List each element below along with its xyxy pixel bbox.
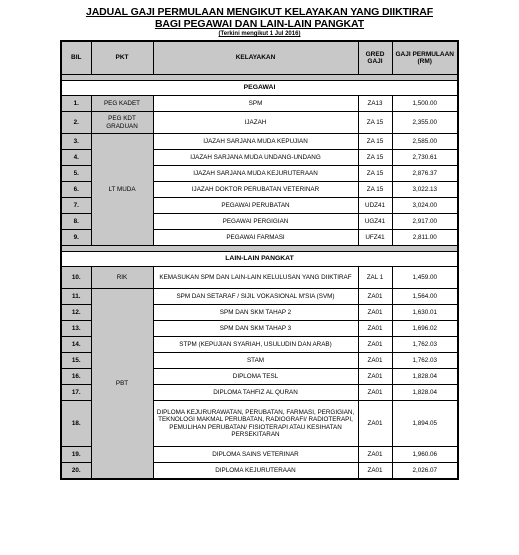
row-kelayakan: STPM (KEPUJIAN SYARIAH, USULUDIN DAN ARAB) (153, 337, 358, 353)
row-bil: 16. (61, 369, 91, 385)
row-gaji: 1,828.04 (392, 385, 458, 401)
row-gaji: 1,762.03 (392, 353, 458, 369)
row-bil: 15. (61, 353, 91, 369)
section-title-lain-lain: LAIN-LAIN PANGKAT (61, 252, 458, 267)
row-gaji: 2,917.00 (392, 214, 458, 230)
row-gaji: 1,459.00 (392, 267, 458, 289)
document-header (0, 6, 519, 38)
row-kelayakan: IJAZAH SARJANA MUDA UNDANG-UNDANG (153, 150, 358, 166)
row-gaji: 1,894.05 (392, 401, 458, 447)
row-kelayakan: PEGAWAI PERUBATAN (153, 198, 358, 214)
row-kelayakan: DIPLOMA KEJURUTERAAN (153, 463, 358, 480)
pkt-cell: LT MUDA (91, 134, 153, 246)
row-kelayakan: SPM DAN SKM TAHAP 2 (153, 305, 358, 321)
row-gred: ZA01 (358, 337, 392, 353)
title-line-1: JADUAL GAJI PERMULAAN MENGIKUT KELAYAKAN YANG DIIKTIRAF (85, 6, 434, 18)
section-title-pegawai: PEGAWAI (61, 81, 458, 96)
pkt-cell: PBT (91, 289, 153, 480)
row-gred: ZA01 (358, 447, 392, 463)
row-kelayakan: DIPLOMA TESL (153, 369, 358, 385)
row-bil: 17. (61, 385, 91, 401)
row-bil: 12. (61, 305, 91, 321)
row-gred: ZA01 (358, 401, 392, 447)
row-bil: 5. (61, 166, 91, 182)
row-bil: 2. (61, 112, 91, 134)
header-kelayakan: KELAYAKAN (153, 41, 358, 75)
row-gred: ZA01 (358, 289, 392, 305)
row-kelayakan: DIPLOMA SAINS VETERINAR (153, 447, 358, 463)
row-kelayakan: KEMASUKAN SPM DAN LAIN-LAIN KELULUSAN YANG DIIKTIRAF (153, 267, 358, 289)
row-gaji: 1,960.06 (392, 447, 458, 463)
table-row (61, 134, 458, 150)
row-gaji: 1,696.02 (392, 321, 458, 337)
row-gred: ZA01 (358, 353, 392, 369)
row-kelayakan: DIPLOMA KEJURURAWATAN, PERUBATAN, FARMASI, PERGIGIAN, TEKNOLOGI MAKMAL PERUBATAN, RADIOGRAFI/ RADIOTERAPI, PEMULIHAN PERUBATAN/ FISIOTERAPI ATAU KESIHATAN PERSEKITARAN (153, 401, 358, 447)
section-row-pegawai (61, 81, 458, 96)
row-gred: ZA01 (358, 369, 392, 385)
row-gred: ZA01 (358, 463, 392, 480)
header-gred: GRED GAJI (358, 41, 392, 75)
row-bil: 3. (61, 134, 91, 150)
row-gred: ZAL 1 (358, 267, 392, 289)
salary-table (60, 40, 459, 480)
title-date-note: (Terkini mengikut 1 Jul 2016) (218, 31, 301, 37)
row-kelayakan: IJAZAH DOKTOR PERUBATAN VETERINAR (153, 182, 358, 198)
row-gaji: 2,585.00 (392, 134, 458, 150)
row-bil: 11. (61, 289, 91, 305)
row-bil: 7. (61, 198, 91, 214)
row-gaji: 2,876.37 (392, 166, 458, 182)
table-row (61, 289, 458, 305)
row-bil: 1. (61, 96, 91, 112)
row-gaji: 1,500.00 (392, 96, 458, 112)
row-gaji: 2,355.00 (392, 112, 458, 134)
row-gaji: 1,564.00 (392, 289, 458, 305)
row-gaji: 3,024.00 (392, 198, 458, 214)
row-gred: ZA01 (358, 305, 392, 321)
pkt-cell: PEG KADET (91, 96, 153, 112)
row-bil: 6. (61, 182, 91, 198)
header-pkt: PKT (91, 41, 153, 75)
header-row (61, 41, 458, 75)
row-kelayakan: IJAZAH SARJANA MUDA KEPUJIAN (153, 134, 358, 150)
row-bil: 8. (61, 214, 91, 230)
row-gaji: 1,828.04 (392, 369, 458, 385)
row-gred: ZA 15 (358, 182, 392, 198)
row-kelayakan: SPM (153, 96, 358, 112)
row-gred: UGZ41 (358, 214, 392, 230)
table-row (61, 112, 458, 134)
row-gred: UFZ41 (358, 230, 392, 246)
row-gred: ZA 15 (358, 134, 392, 150)
row-bil: 10. (61, 267, 91, 289)
row-gred: ZA13 (358, 96, 392, 112)
row-gred: ZA01 (358, 385, 392, 401)
pkt-cell: PEG KDT GRADUAN (91, 112, 153, 134)
row-bil: 4. (61, 150, 91, 166)
section-row-lain-lain (61, 252, 458, 267)
header-gaji: GAJI PERMULAAN (RM) (392, 41, 458, 75)
row-bil: 18. (61, 401, 91, 447)
row-kelayakan: STAM (153, 353, 358, 369)
row-bil: 9. (61, 230, 91, 246)
row-kelayakan: PEGAWAI PERGIGIAN (153, 214, 358, 230)
row-kelayakan: SPM DAN SKM TAHAP 3 (153, 321, 358, 337)
title-line-2: BAGI PEGAWAI DAN LAIN-LAIN PANGKAT (154, 18, 365, 30)
row-gaji: 2,026.07 (392, 463, 458, 480)
row-gaji: 1,762.03 (392, 337, 458, 353)
row-gaji: 1,630.01 (392, 305, 458, 321)
row-kelayakan: IJAZAH SARJANA MUDA KEJURUTERAAN (153, 166, 358, 182)
pkt-cell: RIK (91, 267, 153, 289)
row-kelayakan: SPM DAN SETARAF / SIJIL VOKASIONAL M'SIA (SVM) (153, 289, 358, 305)
row-gaji: 2,811.00 (392, 230, 458, 246)
table-row (61, 96, 458, 112)
row-gred: ZA01 (358, 321, 392, 337)
row-bil: 14. (61, 337, 91, 353)
row-kelayakan: DIPLOMA TAHFIZ AL QURAN (153, 385, 358, 401)
row-gred: ZA 15 (358, 150, 392, 166)
header-bil: BIL (61, 41, 91, 75)
row-gred: ZA 15 (358, 112, 392, 134)
row-gred: ZA 15 (358, 166, 392, 182)
table-row (61, 267, 458, 289)
row-gred: UDZ41 (358, 198, 392, 214)
row-gaji: 2,730.61 (392, 150, 458, 166)
row-bil: 20. (61, 463, 91, 480)
row-bil: 19. (61, 447, 91, 463)
row-kelayakan: PEGAWAI FARMASI (153, 230, 358, 246)
row-gaji: 3,022.13 (392, 182, 458, 198)
row-bil: 13. (61, 321, 91, 337)
row-kelayakan: IJAZAH (153, 112, 358, 134)
